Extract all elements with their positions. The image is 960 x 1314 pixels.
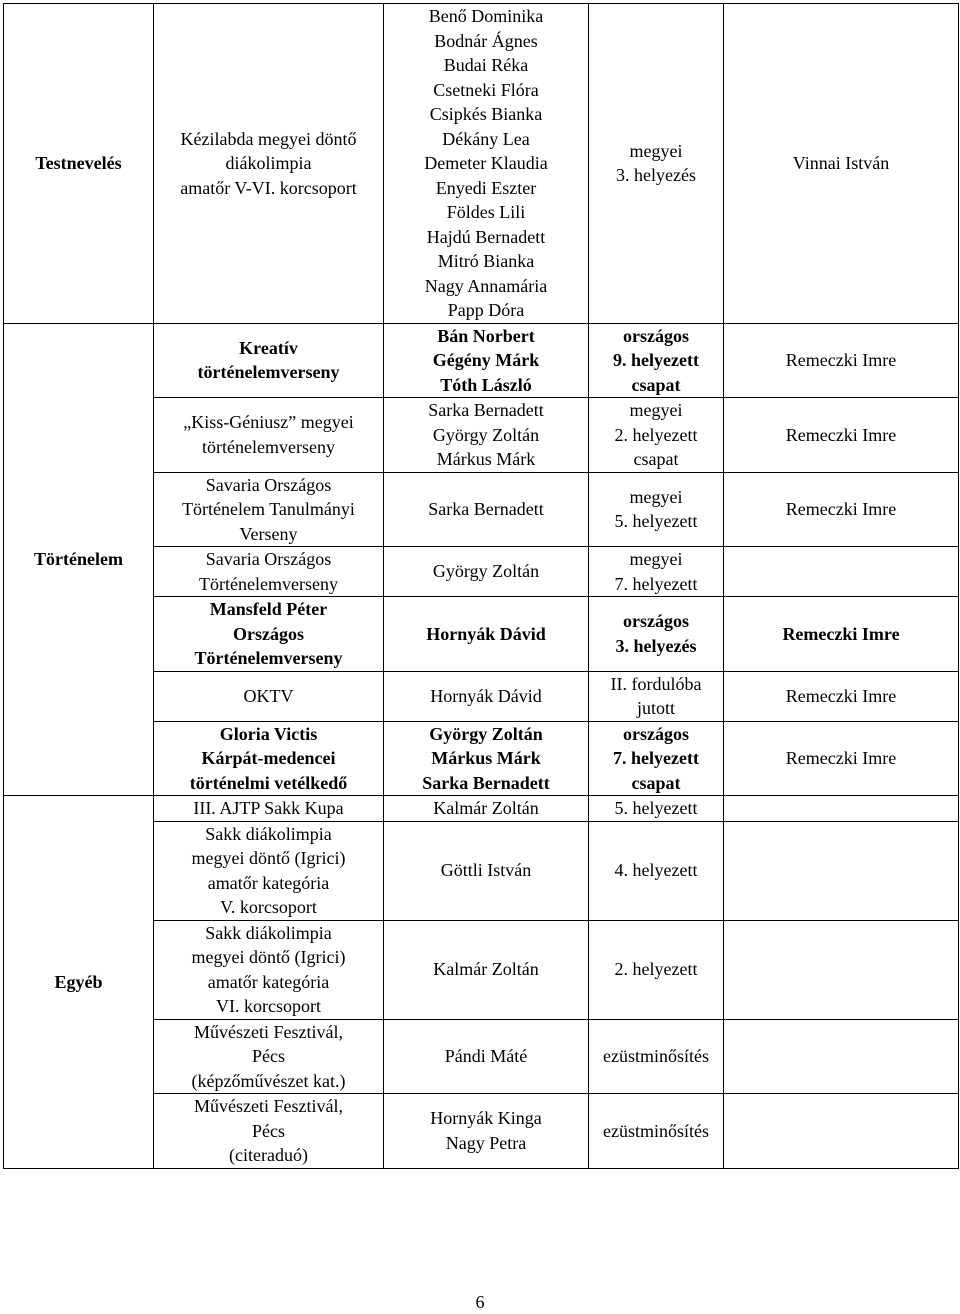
competition-cell: Művészeti Fesztivál, Pécs (citeraduó) xyxy=(154,1094,384,1169)
students-cell: Kalmár Zoltán xyxy=(384,796,589,822)
competition-cell: Kreatív történelemverseny xyxy=(154,323,384,398)
students-cell: Kalmár Zoltán xyxy=(384,920,589,1019)
teacher-cell: Remeczki Imre xyxy=(724,398,959,473)
competition-cell: Mansfeld Péter Országos Történelemverseny xyxy=(154,597,384,672)
teacher-cell: Vinnai István xyxy=(724,4,959,324)
results-table xyxy=(3,3,959,1169)
result-cell: II. fordulóba jutott xyxy=(589,671,724,721)
students-cell: Sarka Bernadett xyxy=(384,472,589,547)
competition-cell: III. AJTP Sakk Kupa xyxy=(154,796,384,822)
subject-cell: Egyéb xyxy=(4,796,154,1169)
result-cell: megyei 3. helyezés xyxy=(589,4,724,324)
teacher-cell: Remeczki Imre xyxy=(724,472,959,547)
students-cell: György Zoltán xyxy=(384,547,589,597)
result-cell: 4. helyezett xyxy=(589,821,724,920)
teacher-cell xyxy=(724,1019,959,1094)
subject-cell: Testnevelés xyxy=(4,4,154,324)
competition-cell: OKTV xyxy=(154,671,384,721)
teacher-cell: Remeczki Imre xyxy=(724,721,959,796)
students-cell: Hornyák Kinga Nagy Petra xyxy=(384,1094,589,1169)
teacher-cell xyxy=(724,547,959,597)
teacher-cell xyxy=(724,920,959,1019)
teacher-cell: Remeczki Imre xyxy=(724,323,959,398)
students-cell: Hornyák Dávid xyxy=(384,597,589,672)
result-cell: megyei 5. helyezett xyxy=(589,472,724,547)
result-cell: 2. helyezett xyxy=(589,920,724,1019)
students-cell: Hornyák Dávid xyxy=(384,671,589,721)
result-cell: országos 9. helyezett csapat xyxy=(589,323,724,398)
students-cell: Bán Norbert Gégény Márk Tóth László xyxy=(384,323,589,398)
competition-cell: „Kiss-Géniusz” megyei történelemverseny xyxy=(154,398,384,473)
subject-cell: Történelem xyxy=(4,323,154,796)
result-cell: ezüstminősítés xyxy=(589,1019,724,1094)
students-cell: Pándi Máté xyxy=(384,1019,589,1094)
students-cell: György Zoltán Márkus Márk Sarka Bernadett xyxy=(384,721,589,796)
competition-cell: Gloria Victis Kárpát-medencei történelmi vetélkedő xyxy=(154,721,384,796)
table-row xyxy=(4,4,959,324)
teacher-cell: Remeczki Imre xyxy=(724,597,959,672)
teacher-cell: Remeczki Imre xyxy=(724,671,959,721)
competition-cell: Sakk diákolimpia megyei döntő (Igrici) amatőr kategória V. korcsoport xyxy=(154,821,384,920)
competition-cell: Savaria Országos Történelem Tanulmányi Verseny xyxy=(154,472,384,547)
competition-cell: Művészeti Fesztivál, Pécs (képzőművészet kat.) xyxy=(154,1019,384,1094)
teacher-cell xyxy=(724,796,959,822)
table-row xyxy=(4,323,959,398)
page-number: 6 xyxy=(475,1292,485,1312)
students-cell: Benő Dominika Bodnár Ágnes Budai Réka Csetneki Flóra Csipkés Bianka Dékány Lea Demeter Klaudia Enyedi Eszter Földes Lili Hajdú Bernadett Mitró Bianka Nagy Annamária Papp Dóra xyxy=(384,4,589,324)
result-cell: országos 3. helyezés xyxy=(589,597,724,672)
competition-cell: Kézilabda megyei döntő diákolimpia amatőr V-VI. korcsoport xyxy=(154,4,384,324)
competition-cell: Sakk diákolimpia megyei döntő (Igrici) amatőr kategória VI. korcsoport xyxy=(154,920,384,1019)
students-cell: Sarka Bernadett György Zoltán Márkus Márk xyxy=(384,398,589,473)
result-cell: megyei 7. helyezett xyxy=(589,547,724,597)
table-row xyxy=(4,796,959,822)
teacher-cell xyxy=(724,1094,959,1169)
result-cell: országos 7. helyezett csapat xyxy=(589,721,724,796)
competition-cell: Savaria Országos Történelemverseny xyxy=(154,547,384,597)
teacher-cell xyxy=(724,821,959,920)
students-cell: Göttli István xyxy=(384,821,589,920)
result-cell: 5. helyezett xyxy=(589,796,724,822)
result-cell: megyei 2. helyezett csapat xyxy=(589,398,724,473)
result-cell: ezüstminősítés xyxy=(589,1094,724,1169)
